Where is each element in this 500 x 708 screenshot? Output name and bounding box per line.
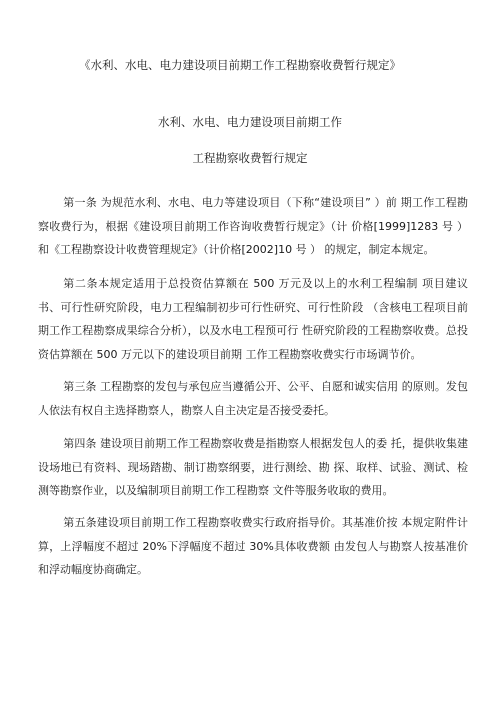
document-title: 《水利、水电、电力建设项目前期工作工程勘察收费暂行规定》: [79, 58, 401, 72]
article-4-paragraph: 第四条 建设项目前期工作工程勘察收费是指勘察人根据发包人的委 托，提供收集建设场地已有资料、现场踏勘、制订勘察纲要，进行测绘、勘 探、取样、试验、测试、检测等勘察作业，以及编制项目前期工作工程勘察 文件等服务收取的费用。: [38, 437, 468, 497]
article-1-paragraph: 第一条 为规范水利、水电、电力等建设项目（下称“建设项目” ）前 期工作工程勘察收费行为，根据《建设项目前期工作咨询收费暂行规定》（计 价格[1999]1283 号 ）和《工程勘察设计收费管理规定》（计价格[2002]10 号 ） 的规定，制定本规定。: [38, 196, 468, 256]
article-2-paragraph: 第二条本规定适用于总投资估算额在 500 万元及以上的水利工程编制 项目建议书、可行性研究阶段，电力工程编制初步可行性研究、可行性阶段 （含核电工程项目前期工作工程勘察成果综合分析），以及水电工程预可行 性研究阶段的工程勘察收费。总投资估算额在 500 万元以下的建设项目前期 工作工程勘察收费实行市场调节价。: [38, 277, 468, 361]
article-5-paragraph: 第五条建设项目前期工作工程勘察收费实行政府指导价。其基准价按 本规定附件计算，上浮幅度不超过 20%下浮幅度不超过 30%具体收费额 由发包人与勘察人按基准价和浮动幅度协商确定。: [38, 516, 468, 576]
regulation-title-line-1: 水利、水电、电力建设项目前期工作: [158, 115, 342, 129]
article-3-paragraph: 第三条 工程勘察的发包与承包应当遵循公开、公平、自愿和诚实信用 的原则。发包人依法有权自主选择勘察人，勘察人自主决定是否接受委托。: [38, 380, 468, 417]
regulation-title-line-2: 工程勘察收费暂行规定: [192, 151, 308, 165]
